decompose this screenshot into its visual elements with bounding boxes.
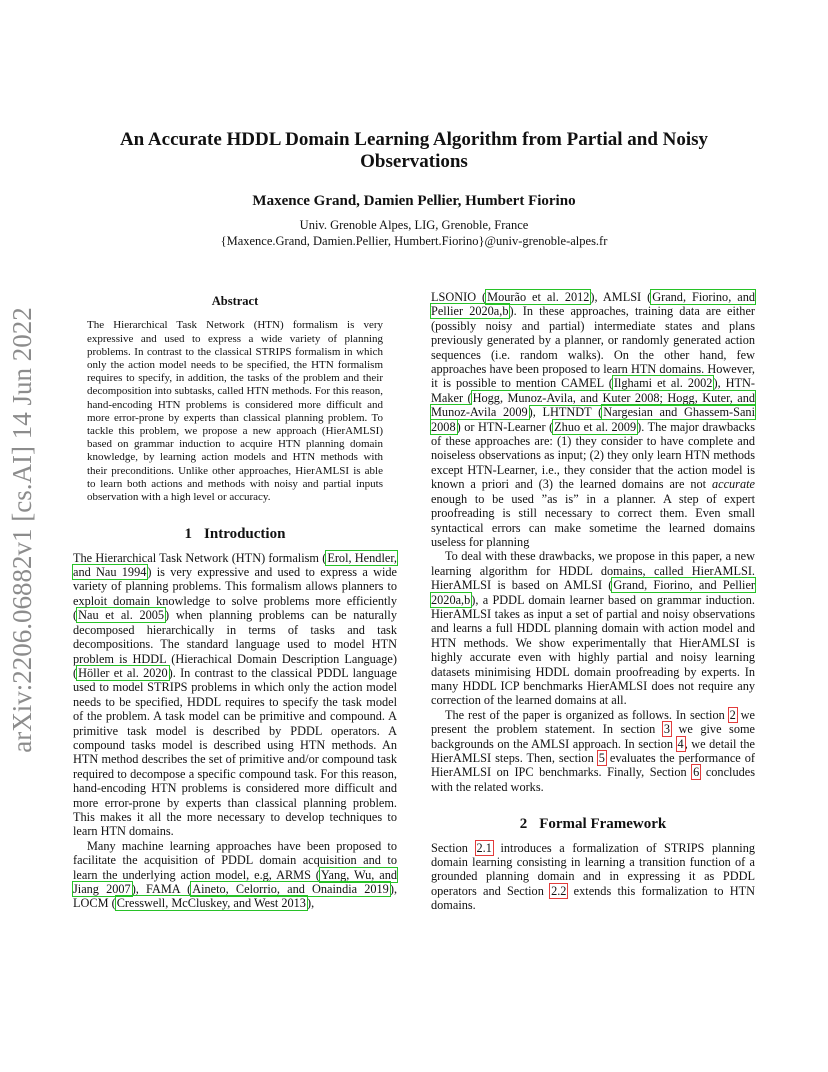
paper-title: An Accurate HDDL Domain Learning Algorithm from Partial and Noisy Observations (119, 129, 709, 172)
author-emails: {Maxence.Grand, Damien.Pellier, Humbert.Fiorino}@univ-grenoble-alpes.fr (220, 234, 608, 248)
text-run: ). The major drawbacks of these approaches are: (1) they consider to have complete and noiseless observations as input; (2) they only learn HTN methods except HTN-Learner, i.e., they consider that the action model is known a priori and (3) the learned domains are not (431, 419, 755, 492)
citation-link[interactable]: Mourão et al. 2012 (487, 290, 590, 304)
intro-paragraph-2-continued (431, 290, 755, 549)
citation-link[interactable]: Grand, Fiorino, and Pellier 2020a,b (431, 290, 756, 319)
text-run: ), FAMA ( (131, 882, 192, 896)
citation-link[interactable]: Yang, Wu, and Jiang 2007 (73, 867, 398, 896)
section-number: 1 (184, 526, 193, 543)
text-run: ). In contrast to the classical PDDL language used to model STRIPS problems in which only the action model needs to be specified, HDDL requires to specify the task model of the problem. A task model can be primitive and compound. A primitive task model is described by PDDL operators. A compound tasks model is described using HTN methods. An HTN method describes the set of primitive and/or compound task required to decompose a specific compound task. For this reason, hand-encoding HTN problems is considered more difficult and more error-prone by experts than classical planning problem. This makes it all the more necessary to develop techniques to learn HTN domains. (73, 665, 397, 839)
text-run: ). In these approaches, training data are either (possibly noisy and partial) intermediate states and plans previously generated by a planner, or randomly generated action sequences (i.e. random walks). On the other hand, few approaches have been proposed to learn HTN domains. However, it is possible to mention CAMEL ( (431, 304, 755, 391)
text-run: The rest of the paper is organized as follows. In section (445, 707, 729, 722)
section-heading-introduction (73, 527, 397, 541)
right-column (431, 290, 755, 913)
text-run: To deal with these drawbacks, we propose in this paper, a new learning algorithm for HDDL domains, called HierAMLSI. HierAMLSI is based on AMLSI ( (431, 549, 755, 593)
text-run: Section (431, 840, 476, 855)
section-number: 2 (519, 816, 528, 833)
text-run: enough to be used ”as is” in a planner. A step of expert proofreading is still necessary to correct them. Even small syntactical errors can make sometime the learned domains useless for planning (431, 491, 755, 549)
text-run: we present the problem statement. In section (431, 707, 755, 737)
intro-paragraph-3 (431, 549, 755, 707)
section-title: Formal Framework (539, 816, 667, 833)
section-title: Introduction (204, 526, 286, 543)
text-run: ), LOCM ( (73, 882, 398, 911)
text-run: ), (306, 896, 315, 911)
text-run: , we detail the HierAMLSI steps. Then, section (431, 736, 755, 765)
emphasis-text: accurate (711, 477, 755, 492)
left-column (73, 290, 397, 911)
citation-link[interactable]: Ilghami et al. 2002 (613, 376, 713, 391)
citation-link[interactable]: Aineto, Celorrio, and Onaindia 2019 (192, 882, 389, 896)
section-ref-link[interactable]: 3 (663, 722, 670, 737)
text-run: ), LHTNDT ( (528, 405, 603, 420)
section-ref-link[interactable]: 6 (693, 765, 700, 780)
intro-paragraph-4 (431, 708, 755, 794)
paper-authors: Maxence Grand, Damien Pellier, Humbert Fiorino (252, 193, 576, 209)
citation-link[interactable]: Erol, Hendler, and Nau 1994 (73, 550, 397, 580)
text-run: ) is very expressive and used to express a wide variety of planning problems. This formalism allows planners to exploit domain knowledge to solve problems more efficiently ( (73, 565, 397, 623)
citation-link[interactable]: Hogg, Munoz-Avila, and Kuter 2008; Hogg, Kuter, and Munoz-Avila 2009 (431, 390, 755, 420)
section-ref-link[interactable]: 5 (598, 751, 605, 765)
section-ref-link[interactable]: 4 (677, 736, 684, 751)
citation-link[interactable]: Nau et al. 2005 (78, 608, 165, 623)
section-ref-link[interactable]: 2 (729, 707, 736, 722)
citation-link[interactable]: Höller et al. 2020 (78, 665, 168, 680)
citation-link[interactable]: Zhuo et al. 2009 (554, 419, 637, 434)
citation-link[interactable]: Cresswell, McCluskey, and West 2013 (116, 896, 306, 911)
affiliation: Univ. Grenoble Alpes, LIG, Grenoble, France (299, 218, 529, 232)
affiliation-block (100, 217, 728, 249)
text-run: ) or HTN-Learner ( (456, 419, 554, 434)
citation-link[interactable]: Grand, Fiorino, and Pellier 2020a,b (431, 578, 755, 607)
abstract-text: The Hierarchical Task Network (HTN) formalism is very expressive and used to express a wide variety of planning problems. In contrast to the classical STRIPS formalism in which only the action model needs to be specified, the HTN formalism requires to specify, in addition, the tasks of the problem and their decomposition into subtasks, called HTN methods. For this reason, hand-encoding HTN problems is considered more difficult and more error-prone by experts than classical planning problem. To tackle this problem, we propose a new approach (HierAMLSI) based on grammar induction to acquire HTN planning domain knowledge, by learning action models and HTN methods with their preconditions. Unlike other approaches, HierAMLSI is able to learn both actions and methods with noisy and partial inputs observation with a high level or accuracy. (87, 319, 383, 504)
text-run: concludes with the related works. (431, 765, 756, 794)
text-run: LSONIO ( (431, 290, 487, 304)
text-run: introduces a formalization of STRIPS planning domain learning consisting in learning a transition function of a grounded planning domain and in expressing it as PDDL operators and Section (431, 840, 756, 898)
text-run: ) when planning problems can be naturally decomposed hierarchically in terms of tasks and task decompositions. The standard language used to model HTN problem is HDDL (Hierachical Domain Description Language) ( (73, 608, 397, 680)
section-ref-link[interactable]: 2.1 (476, 840, 492, 855)
text-run: evaluates the performance of HierAMLSI on IPC benchmarks. Finally, Section (431, 751, 755, 780)
text-run: Many machine learning approaches have been proposed to facilitate the acquisition of PDDL domain acquisition and to learn the underlying action model, e.g, ARMS ( (73, 838, 397, 882)
text-run: ), AMLSI ( (590, 290, 652, 304)
section-ref-link[interactable]: 2.2 (551, 883, 567, 898)
intro-paragraph-2 (73, 839, 397, 911)
text-run: we give some backgrounds on the AMLSI approach. In section (431, 722, 755, 751)
formal-paragraph-1 (431, 841, 755, 913)
intro-paragraph-1 (73, 551, 397, 839)
abstract-heading: Abstract (211, 294, 259, 308)
citation-link[interactable]: Nargesian and Ghassem-Sani 2008 (431, 405, 755, 434)
text-run: ), a PDDL domain learner based on grammar induction. HierAMLSI takes as input a set of partial and noisy observations and learns a full HDDL planning domain with action model and HTN methods. We show experimentally that HierAMLSI is highly accurate even with highly partial and noisy learning datasets minimising HDDL domain proofreading by experts. In many HDDL ICP benchmarks HierAMLSI does not require any correction of the learned domains at all. (431, 592, 755, 708)
text-run: extends this formalization to HTN domains. (431, 883, 755, 913)
text-run: The Hierarchical Task Network (HTN) formalism ( (73, 550, 327, 565)
text-run: ), HTN-Maker ( (431, 376, 755, 405)
section-heading-formal-framework (431, 817, 755, 831)
arxiv-stamp: arXiv:2206.06882v1 [cs.AI] 14 Jun 2022 (7, 307, 37, 753)
